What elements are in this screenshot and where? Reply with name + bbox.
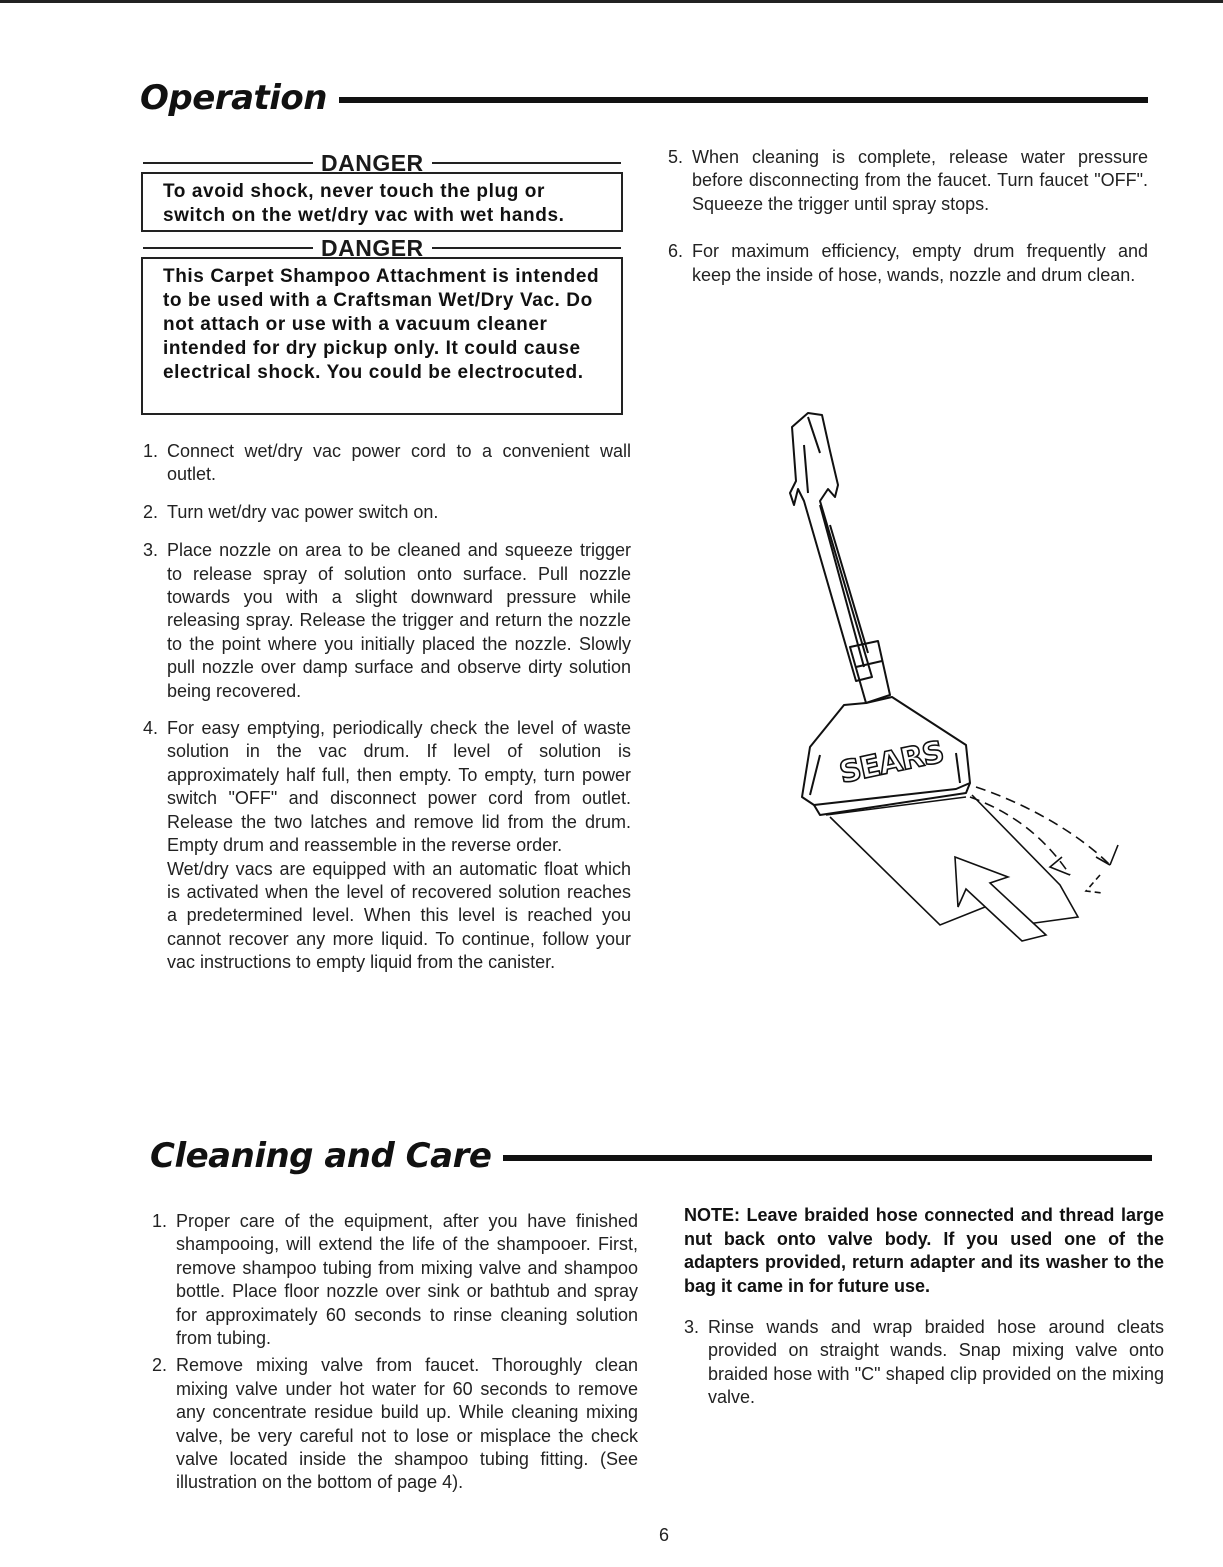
cleaning-title: Cleaning and Care [150,1136,492,1176]
operation-steps-right [668,146,1148,287]
cleaning-right-column [684,1204,1164,1410]
list-item: 2. Turn wet/dry vac power switch on. [143,501,439,522]
list-item: 3. Rinse wands and wrap braided hose around cleats provided on straight wands. Snap mixing valve onto braided hose with "C" shaped clip provided on the mixing valve. [684,1317,1164,1408]
danger-label: DANGER [321,150,424,176]
svg-text:SEARS: SEARS [836,734,947,791]
danger-header [143,237,621,259]
nozzle-illustration [780,405,1150,950]
operation-steps-left [143,440,631,975]
cleaning-steps-left [152,1210,638,1495]
list-item: 6. For maximum efficiency, empty drum frequently and keep the inside of hose, wands, nozzle and drum clean. [668,241,1148,285]
top-border [0,0,1223,3]
operation-heading [140,78,1148,118]
danger-text-shock: To avoid shock, never touch the plug or switch on the wet/dry vac with wet hands. [163,181,565,226]
operation-title: Operation [140,78,327,118]
list-item: 4. For easy emptying, periodically check the level of waste solution in the vac drum. If level of solution is approximately half full, then empty. To empty, turn power switch "OFF" and disconnect power cord from outlet. Release the two latches and remove lid from the drum. Empty drum and reassemble in the reverse order. Wet/dry vacs are equipped with an automatic float which is activated when the level of recovered solution reaches a predetermined level. When this level is reached you cannot recover any more liquid. To continue, follow your vac instructions to empty liquid from the canister. [143,718,631,973]
danger-header [143,152,621,174]
operation-rule [339,97,1148,103]
danger-box-shock [141,150,623,232]
sears-logo [836,735,946,791]
list-item: 1. Connect wet/dry vac power cord to a convenient wall outlet. [143,441,631,485]
list-item: 5. When cleaning is complete, release water pressure before disconnecting from the faucet. Turn faucet "OFF". Squeeze the trigger until spray stops. [668,147,1148,214]
page-number: 6 [659,1525,670,1545]
cleaning-heading [150,1136,1152,1176]
list-item: 3. Place nozzle on area to be cleaned and squeeze trigger to release spray of solution onto surface. Pull nozzle towards you with a slight downward pressure while releasing spray. Release the trigger and return the nozzle to the point where you initially placed the nozzle. Slowly pull nozzle over damp surface and observe dirty solution being recovered. [143,540,631,701]
list-item: 1. Proper care of the equipment, after you have finished shampooing, will extend the life of the shampooer. First, remove shampoo tubing from mixing valve and shampoo bottle. Place floor nozzle over sink or bathtub and spray for approximately 60 seconds to rinse cleaning solution from tubing. [152,1211,638,1349]
cleaning-rule [503,1155,1152,1161]
danger-label: DANGER [321,235,424,261]
danger-box-craftsman [141,235,623,415]
list-item: 2. Remove mixing valve from faucet. Thoroughly clean mixing valve under hot water for 60 seconds to remove any concentrate residue build up. While cleaning mixing valve, be very careful not to lose or misplace the check valve located inside the shampoo tubing fitting. (See illustration on the bottom of page 4). [152,1355,638,1493]
cleaning-note: NOTE: Leave braided hose connected and thread large nut back onto valve body. If you used one of the adapters provided, return adapter and its washer to the bag it came in for future use. [684,1205,1164,1296]
danger-text-craftsman: This Carpet Shampoo Attachment is intended to be used with a Craftsman Wet/Dry Vac. Do not attach or use with a vacuum cleaner intended for dry pickup only. It could cause electrical shock. You could be electrocuted. [163,266,600,383]
